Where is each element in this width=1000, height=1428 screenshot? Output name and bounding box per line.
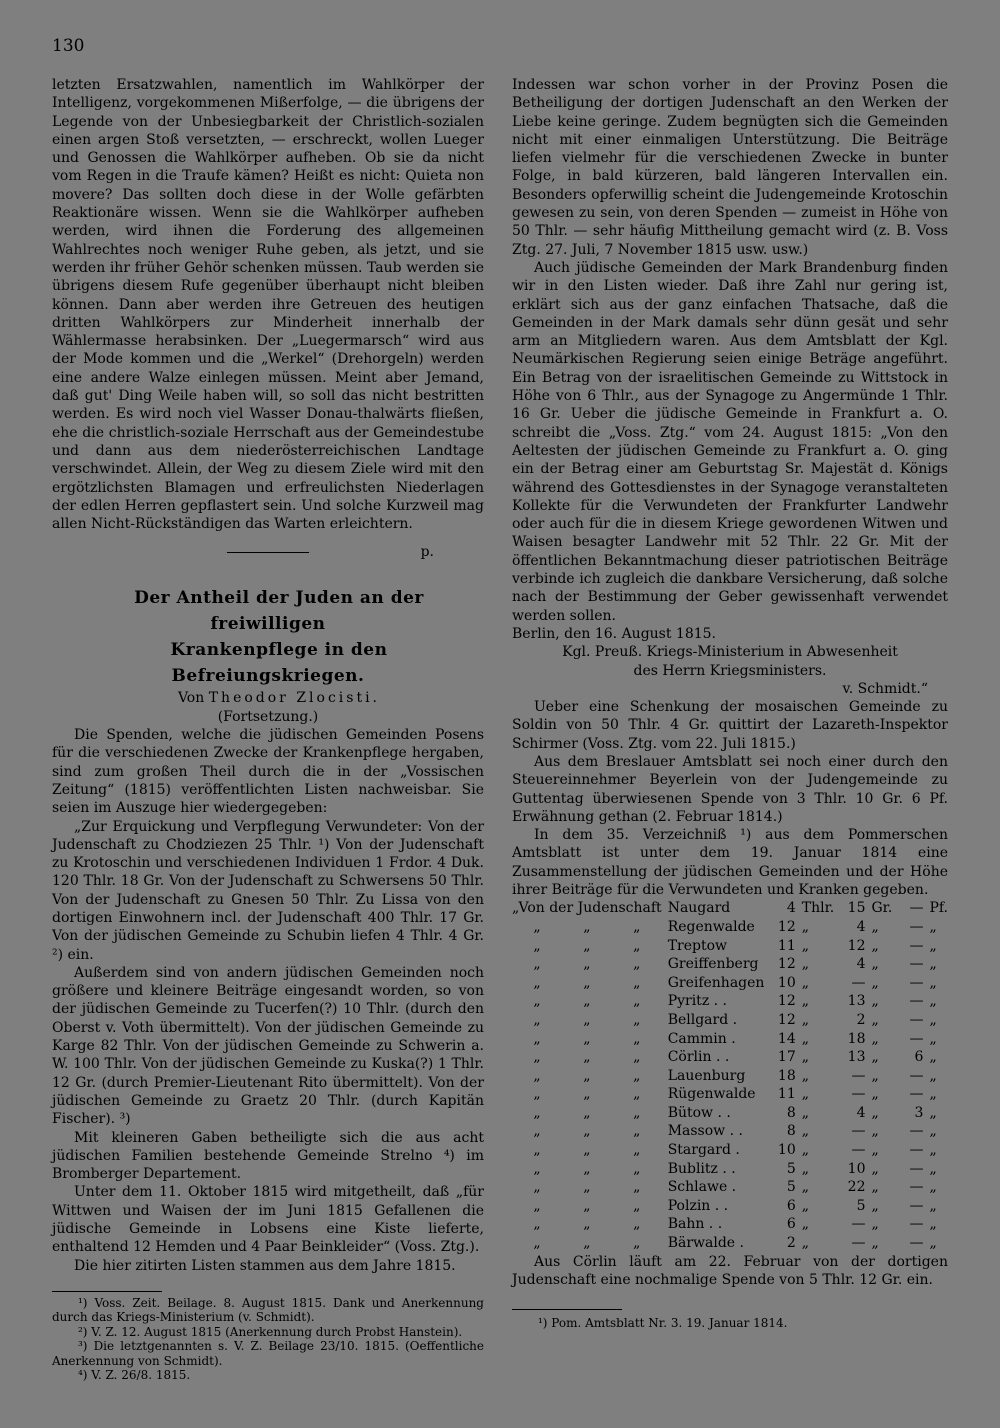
ditto-mark: „ <box>801 1197 810 1214</box>
ditto-mark: „ <box>929 1011 937 1028</box>
footnote-rule <box>52 1291 162 1292</box>
table-row <box>512 992 948 1011</box>
town-name: Naugard <box>667 900 731 917</box>
table-row <box>512 1067 948 1086</box>
ditto-mark: „ <box>929 1197 937 1214</box>
ditto-mark: „ <box>533 1104 541 1121</box>
paragraph: Unter dem 11. Oktober 1815 wird mitgetheilt, daß „für Wittwen und Waisen der im Juni 1815 Gefallenen die jüdische Gemeinde in Lobsens eine Kiste lieferte, enthaltend 12 Hemden und 4 Paar Beinkleider“ (Voss. Ztg.). <box>52 1184 484 1256</box>
ditto-mark: „ <box>871 1123 879 1140</box>
ditto-mark: „ <box>871 1104 879 1121</box>
article-title-line-1: Der Antheil der Juden an der freiwilligen <box>134 588 424 635</box>
gr-value: — <box>851 1142 866 1159</box>
thlr-value: 4 <box>786 900 796 917</box>
left-column <box>52 76 484 1383</box>
ministry-line-1: Kgl. Preuß. Kriegs-Ministerium in Abwesenheit <box>562 644 898 661</box>
ditto-mark: „ <box>929 1030 937 1047</box>
footnote: ¹) Voss. Zeit. Beilage. 8. August 1815. Dank und Anerkennung durch das Kriegs-Ministerium (v. Schmidt). <box>52 1295 484 1325</box>
paragraph: Aus dem Breslauer Amtsblatt sei noch einer durch den Steuereinnehmer Beyerlein von der Judengemeinde zu Guttentag überwiesenen Spende von 3 Thlr. 10 Gr. 6 Pf. Erwähnung gethan (2. Februar 1814.) <box>512 753 948 825</box>
ditto-mark: „ <box>583 1235 591 1252</box>
ditto-mark: „ <box>533 974 541 991</box>
town-name: Rügenwalde <box>667 1086 756 1103</box>
ditto-mark: „ <box>871 956 879 973</box>
town-name: Cörlin . . <box>667 1049 730 1066</box>
ditto-mark: „ <box>533 1216 541 1233</box>
gr-value: — <box>851 1123 866 1140</box>
ditto-mark: „ <box>533 1197 541 1214</box>
table-row <box>512 1234 948 1253</box>
gr-value: 5 <box>856 1197 866 1214</box>
paragraph: Die Spenden, welche die jüdischen Gemeinden Posens für die verschiedenen Zwecke der Krankenpflege hergaben, sind zum großen Theil durch die in der „Vossischen Zeitung“ (1815) veröffentlichten Listen nachweisbar. Sie seien im Auszuge hier wiedergegeben: <box>52 727 484 817</box>
thlr-value: 5 <box>786 1179 796 1196</box>
ditto-mark: „ <box>801 1104 810 1121</box>
ditto-mark: „ <box>533 1067 541 1084</box>
ditto-mark: „ <box>801 1086 810 1103</box>
pf-value: — <box>909 1030 924 1047</box>
ditto-mark: „ <box>871 918 879 935</box>
table-row <box>512 1197 948 1216</box>
ditto-mark: „ <box>801 956 810 973</box>
ditto-mark: „ <box>533 1160 541 1177</box>
ditto-mark: „ <box>871 1011 879 1028</box>
pf-value: — <box>909 1197 924 1214</box>
table-row <box>512 1178 948 1197</box>
ditto-mark: „ <box>801 1067 810 1084</box>
contributions-table <box>512 899 948 1252</box>
pf-value: — <box>909 937 924 954</box>
paragraph: „Zur Erquickung und Verpflegung Verwundeter: Von der Judenschaft zu Chodziezen 25 Thlr. ¹) Von der Judenschaft zu Krotoschin und verschiedenen Individuen 1 Frdor. 4 Duk. 120 Thlr. 18 Gr. Von der Judenschaft zu Schwersens 50 Thlr. Von der Judenschaft zu Gnesen 50 Thlr. Zu Lissa von den dortigen Einwohnern incl. der Judenschaft 400 Thlr. 17 Gr. Von der jüdischen Gemeinde zu Schubin liefen 4 Thlr. 4 Gr. ²) ein. <box>52 818 484 963</box>
town-name: Regenwalde <box>667 918 755 935</box>
paragraph: Indessen war schon vorher in der Provinz Posen die Betheiligung der dortigen Judenschaft an den Werken der Liebe keine geringe. Zudem begnügten sich die Gemeinden nicht mit einer einmaligen Unterstützung. Die Beiträge liefen vielmehr für die verschiedenen Zwecke in bunter Folge, in bald kürzeren, bald längeren Intervallen ein. Besonders opferwillig scheint die Judengemeinde Krotoschin gewesen zu sein, von deren Spenden — zumeist in Höhe von 50 Thlr. — sehr häufig Mittheilung gemacht wird (z. B. Voss Ztg. 27. Juli, 7 November 1815 usw. usw.) <box>512 77 948 258</box>
gr-value: 18 <box>847 1030 866 1047</box>
unit-thlr: Thlr. <box>801 900 835 917</box>
ditto-mark: „ <box>929 918 937 935</box>
table-row <box>512 955 948 974</box>
ditto-mark: „ <box>929 1216 937 1233</box>
table-lead: „Von der Judenschaft <box>512 900 662 917</box>
ditto-mark: „ <box>633 1179 641 1196</box>
author-signature: p. <box>420 544 434 561</box>
ditto-mark: „ <box>801 1011 810 1028</box>
byline-prefix: Von <box>177 690 205 707</box>
paragraph: Auch jüdische Gemeinden der Mark Brandenburg finden wir in den Listen wieder. Daß ihre Zahl nur gering ist, erklärt sich aus der ganz einfachen Thatsache, daß die Gemeinden in der Mark damals sehr dünn gesät und sehr arm an Mitgliedern waren. Aus dem Amtsblatt der Kgl. Neumärkischen Regierung seien einige Beträge angeführt. Ein Betrag von der israelitischen Gemeinde zu Wittstock in Höhe von 6 Thlr., aus der Synagoge zu Angermünde 1 Thlr. 16 Gr. Ueber die jüdische Gemeinde in Frankfurt a. O. schreibt die „Voss. Ztg.“ vom 24. August 1815: „Von den Aeltesten der jüdischen Gemeinde zu Frankfurt a. O. ging ein der Betrag einer am Geburtstag Sr. Majestät d. Königs während des Gottesdienstes in der Synagoge veranstalteten Kollekte für die Verwundeten der Frankfurter Landwehr oder auch für die in diesem Kriege gewordenen Witwen und Waisen besagter Landwehr mit 52 Thlr. 22 Gr. Mit der öffentlichen Bekanntmachung dieser patriotischen Beiträge verbinde ich zugleich die dankbare Versicherung, daß solche nach der Bestimmung der Geber gewissenhaft verwendet werden sollen. <box>512 259 948 624</box>
gr-value: 4 <box>856 918 866 935</box>
town-name: Massow . . <box>667 1123 743 1140</box>
dateline: Berlin, den 16. August 1815. <box>512 625 717 642</box>
ditto-mark: „ <box>583 1030 591 1047</box>
thlr-value: 10 <box>777 1142 796 1159</box>
ditto-mark: „ <box>633 1104 641 1121</box>
ditto-mark: „ <box>929 1086 937 1103</box>
footnote-rule <box>512 1309 622 1310</box>
table-row <box>512 1085 948 1104</box>
thlr-value: 12 <box>777 956 796 973</box>
thlr-value: 6 <box>786 1216 796 1233</box>
town-name: Lauenburg <box>667 1067 746 1084</box>
paragraph: Außerdem sind von andern jüdischen Gemeinden noch größere und kleinere Beiträge eingesandt worden, so von der jüdischen Gemeinde zu Tucerfen(?) 10 Thlr. (durch den Oberst v. Voth übermittelt). Von der jüdischen Gemeinde zu Karge 82 Thlr. Von der jüdischen Gemeinde zu Schwerin a. W. 100 Thlr. Von der jüdischen Gemeinde zu Kuska(?) 1 Thlr. 12 Gr. (durch Premier-Lieutenant Rito übermittelt). Von der jüdischen Gemeinde zu Graetz 20 Thlr. (durch Kapitän Fischer). ³) <box>52 964 484 1128</box>
ditto-mark: „ <box>929 1179 937 1196</box>
gr-value: — <box>851 1216 866 1233</box>
pf-value: — <box>909 1123 924 1140</box>
gr-value: — <box>851 974 866 991</box>
ditto-mark: „ <box>533 1011 541 1028</box>
ditto-mark: „ <box>583 1104 591 1121</box>
town-name: Greifenhagen <box>667 974 765 991</box>
gr-value: 13 <box>847 993 866 1010</box>
article-title-line-2: Krankenpflege in den Befreiungskriegen. <box>170 640 388 687</box>
gr-value: 22 <box>847 1179 866 1196</box>
ditto-mark: „ <box>583 1160 591 1177</box>
ditto-mark: „ <box>871 1197 879 1214</box>
ditto-mark: „ <box>583 1067 591 1084</box>
ditto-mark: „ <box>929 1049 937 1066</box>
ditto-mark: „ <box>871 937 879 954</box>
unit-gr: Gr. <box>871 900 893 917</box>
pf-value: — <box>909 1235 924 1252</box>
town-name: Bublitz . . <box>667 1160 736 1177</box>
pf-value: — <box>909 900 924 917</box>
ditto-mark: „ <box>583 1216 591 1233</box>
ditto-mark: „ <box>929 1142 937 1159</box>
section-separator <box>52 543 484 561</box>
pf-value: — <box>909 974 924 991</box>
ditto-mark: „ <box>533 1123 541 1140</box>
ditto-mark: „ <box>633 1123 641 1140</box>
footnote: ²) V. Z. 12. August 1815 (Anerkennung durch Probst Hanstein). <box>78 1324 463 1339</box>
ditto-mark: „ <box>929 1235 937 1252</box>
ministry-line-2: des Herrn Kriegsministers. <box>633 662 827 679</box>
ditto-mark: „ <box>801 974 810 991</box>
ditto-mark: „ <box>929 974 937 991</box>
ditto-mark: „ <box>633 1067 641 1084</box>
ditto-mark: „ <box>929 956 937 973</box>
ditto-mark: „ <box>533 1030 541 1047</box>
town-name: Bärwalde . <box>667 1235 744 1252</box>
thlr-value: 18 <box>777 1067 796 1084</box>
gr-value: 10 <box>847 1160 866 1177</box>
pf-value: — <box>909 918 924 935</box>
ditto-mark: „ <box>801 1235 810 1252</box>
ditto-mark: „ <box>633 918 641 935</box>
ditto-mark: „ <box>633 1049 641 1066</box>
ditto-mark: „ <box>801 918 810 935</box>
ditto-mark: „ <box>533 1049 541 1066</box>
ditto-mark: „ <box>801 1216 810 1233</box>
ditto-mark: „ <box>871 974 879 991</box>
ditto-mark: „ <box>583 1142 591 1159</box>
table-row <box>512 937 948 956</box>
pf-value: 6 <box>914 1049 924 1066</box>
ditto-mark: „ <box>533 1142 541 1159</box>
ditto-mark: „ <box>871 993 879 1010</box>
ditto-mark: „ <box>633 1216 641 1233</box>
unit-pf: Pf. <box>929 900 948 917</box>
town-name: Treptow <box>667 937 728 954</box>
ditto-mark: „ <box>533 1086 541 1103</box>
ditto-mark: „ <box>633 1235 641 1252</box>
ditto-mark: „ <box>583 1197 591 1214</box>
table-row <box>512 1160 948 1179</box>
table-row <box>512 974 948 993</box>
ditto-mark: „ <box>871 1142 879 1159</box>
paragraph: Mit kleineren Gaben betheiligte sich die aus acht jüdischen Familien bestehende Gemeinde Strelno ⁴) im Bromberger Departement. <box>52 1129 484 1183</box>
table-row <box>512 1122 948 1141</box>
ditto-mark: „ <box>801 1160 810 1177</box>
ditto-mark: „ <box>533 993 541 1010</box>
ditto-mark: „ <box>583 1086 591 1103</box>
gr-value: 4 <box>856 1104 866 1121</box>
gr-value: 2 <box>856 1011 866 1028</box>
thlr-value: 11 <box>777 1086 796 1103</box>
pf-value: — <box>909 993 924 1010</box>
ditto-mark: „ <box>801 1142 810 1159</box>
table-row <box>512 1104 948 1123</box>
ditto-mark: „ <box>929 1160 937 1177</box>
ditto-mark: „ <box>871 1086 879 1103</box>
ditto-mark: „ <box>583 974 591 991</box>
town-name: Bütow . . <box>667 1104 731 1121</box>
ditto-mark: „ <box>871 1179 879 1196</box>
ditto-mark: „ <box>871 1235 879 1252</box>
ditto-mark: „ <box>801 993 810 1010</box>
continuation-note: (Fortsetzung.) <box>217 708 319 725</box>
thlr-value: 12 <box>777 918 796 935</box>
signature: v. Schmidt.“ <box>842 680 928 697</box>
paragraph: letzten Ersatzwahlen, namentlich im Wahlkörper der Intelligenz, vorgekommenen Mißerfolge, — die übrigens der Legende von der Unbesiegbarkeit der Christlich-sozialen einen argen Stoß versetzten, — erschreckt, wollen Lueger und Genossen die Wahlkörper aufheben. Ob sie da nicht vom Regen in die Traufe kämen? Heißt es nicht: Quieta non movere? Das sollten doch diese in der Wolle gefärbten Reaktionäre wissen. Wenn sie die Wahlkörper aufheben werden, wird ihnen die Forderung des allgemeinen Wahlrechtes noch weniger Ruhe geben, als jetzt, und sie werden ihr früher Gehör schenken müssen. Taub werden sie übrigens diesem Rufe gegenüber überhaupt nicht bleiben können. Dann aber werden ihre Getreuen des heutigen dritten Wahlkörpers zur Minderheit innerhalb der Wählermasse herabsinken. Der „Luegermarsch“ wird aus der Mode kommen und die „Werkel“ (Drehorgeln) werden eine andere Walze einlegen müssen. Meint aber Jemand, daß gut' Ding Weile haben will, so soll das nicht bestritten werden. Es wird noch viel Wasser Donau-thalwärts fließen, ehe die christlich-soziale Herrschaft aus der Gemeindestube und dann aus dem niederösterreichischen Landtage verschwindet. Allein, der Weg zu diesem Ziele wird mit den ergötzlichsten Blamagen und erfreulichsten Niederlagen der edlen Herren gepflastert sein. Und solche Kurzweil mag allen Nicht-Rückständigen das Warten erleichtern. <box>52 77 484 533</box>
thlr-value: 8 <box>786 1123 796 1140</box>
town-name: Bellgard . <box>667 1011 738 1028</box>
ditto-mark: „ <box>533 1179 541 1196</box>
ditto-mark: „ <box>929 1104 937 1121</box>
separator-line <box>227 552 309 553</box>
town-name: Pyritz . . <box>667 993 727 1010</box>
ditto-mark: „ <box>929 993 937 1010</box>
pf-value: — <box>909 1011 924 1028</box>
town-name: Bahn . . <box>667 1216 723 1233</box>
thlr-value: 12 <box>777 993 796 1010</box>
table-row <box>512 1011 948 1030</box>
ditto-mark: „ <box>801 1123 810 1140</box>
ditto-mark: „ <box>583 1179 591 1196</box>
pf-value: — <box>909 1160 924 1177</box>
ditto-mark: „ <box>583 1011 591 1028</box>
paragraph: Ueber eine Schenkung der mosaischen Gemeinde zu Soldin von 50 Thlr. 4 Gr. quittirt der Lazareth-Inspektor Schirmer (Voss. Ztg. vom 22. Juli 1815.) <box>512 699 948 752</box>
table-row <box>512 899 948 918</box>
author-name: Theodor Zlocisti. <box>208 690 381 707</box>
town-name: Greiffenberg <box>667 956 759 973</box>
ditto-mark: „ <box>583 993 591 1010</box>
ditto-mark: „ <box>801 1179 810 1196</box>
pf-value: 3 <box>914 1104 924 1121</box>
ditto-mark: „ <box>533 956 541 973</box>
gr-value: 13 <box>847 1049 866 1066</box>
paragraph: Die hier zitirten Listen stammen aus dem Jahre 1815. <box>74 1257 456 1274</box>
ditto-mark: „ <box>801 1049 810 1066</box>
ditto-mark: „ <box>533 1235 541 1252</box>
thlr-value: 6 <box>786 1197 796 1214</box>
gr-value: 15 <box>847 900 866 917</box>
pf-value: — <box>909 1179 924 1196</box>
ditto-mark: „ <box>533 937 541 954</box>
page-number: 130 <box>52 36 85 56</box>
ditto-mark: „ <box>583 1123 591 1140</box>
town-name: Polzin . . <box>667 1197 729 1214</box>
thlr-value: 14 <box>777 1030 796 1047</box>
table-row <box>512 1048 948 1067</box>
ditto-mark: „ <box>871 1030 879 1047</box>
ditto-mark: „ <box>633 974 641 991</box>
gr-value: 4 <box>856 956 866 973</box>
ditto-mark: „ <box>801 1030 810 1047</box>
pf-value: — <box>909 1216 924 1233</box>
town-name: Cammin . <box>667 1030 736 1047</box>
paragraph: Aus Cörlin läuft am 22. Februar von der dortigen Judenschaft eine nochmalige Spende von 5 Thlr. 12 Gr. ein. <box>512 1253 948 1288</box>
thlr-value: 12 <box>777 1011 796 1028</box>
ditto-mark: „ <box>871 1160 879 1177</box>
gr-value: — <box>851 1086 866 1103</box>
ditto-mark: „ <box>633 993 641 1010</box>
thlr-value: 17 <box>777 1049 796 1066</box>
thlr-value: 8 <box>786 1104 796 1121</box>
ditto-mark: „ <box>633 1011 641 1028</box>
table-row <box>512 1215 948 1234</box>
ditto-mark: „ <box>929 1123 937 1140</box>
pf-value: — <box>909 1142 924 1159</box>
thlr-value: 10 <box>777 974 796 991</box>
pf-value: — <box>909 956 924 973</box>
ditto-mark: „ <box>929 1067 937 1084</box>
ditto-mark: „ <box>633 1142 641 1159</box>
pf-value: — <box>909 1086 924 1103</box>
paragraph: In dem 35. Verzeichniß ¹) aus dem Pommerschen Amtsblatt ist unter dem 19. Januar 1814 eine Zusammenstellung der jüdischen Gemeinden und der Höhe ihrer Beiträge für die Verwundeten und Kranken gegeben. <box>512 827 948 899</box>
ditto-mark: „ <box>633 937 641 954</box>
table-row <box>512 1141 948 1160</box>
ditto-mark: „ <box>871 1216 879 1233</box>
ditto-mark: „ <box>929 937 937 954</box>
town-name: Stargard . <box>667 1142 740 1159</box>
ditto-mark: „ <box>583 918 591 935</box>
table-row <box>512 1030 948 1049</box>
pf-value: — <box>909 1067 924 1084</box>
thlr-value: 2 <box>786 1235 796 1252</box>
ditto-mark: „ <box>633 956 641 973</box>
footnote: ³) Die letztgenannten s. V. Z. Beilage 23/10. 1815. (Oeffentliche Anerkennung von Schmidt). <box>52 1339 484 1368</box>
ditto-mark: „ <box>583 1049 591 1066</box>
contributions-table-body <box>512 899 948 1252</box>
ditto-mark: „ <box>583 956 591 973</box>
ditto-mark: „ <box>633 1160 641 1177</box>
ditto-mark: „ <box>871 1049 879 1066</box>
thlr-value: 11 <box>777 937 796 954</box>
footnote: ⁴) V. Z. 26/8. 1815. <box>78 1368 191 1383</box>
gr-value: — <box>851 1067 866 1084</box>
gr-value: 12 <box>847 937 866 954</box>
ditto-mark: „ <box>633 1197 641 1214</box>
table-row <box>512 918 948 937</box>
town-name: Schlawe . <box>667 1179 737 1196</box>
ditto-mark: „ <box>633 1086 641 1103</box>
ditto-mark: „ <box>801 937 810 954</box>
footnote: ¹) Pom. Amtsblatt Nr. 3. 19. Januar 1814. <box>538 1316 788 1331</box>
byline <box>52 689 484 707</box>
right-column <box>512 76 948 1331</box>
gr-value: — <box>851 1235 866 1252</box>
ditto-mark: „ <box>533 918 541 935</box>
ditto-mark: „ <box>871 1067 879 1084</box>
ditto-mark: „ <box>583 937 591 954</box>
thlr-value: 5 <box>786 1160 796 1177</box>
ditto-mark: „ <box>633 1030 641 1047</box>
